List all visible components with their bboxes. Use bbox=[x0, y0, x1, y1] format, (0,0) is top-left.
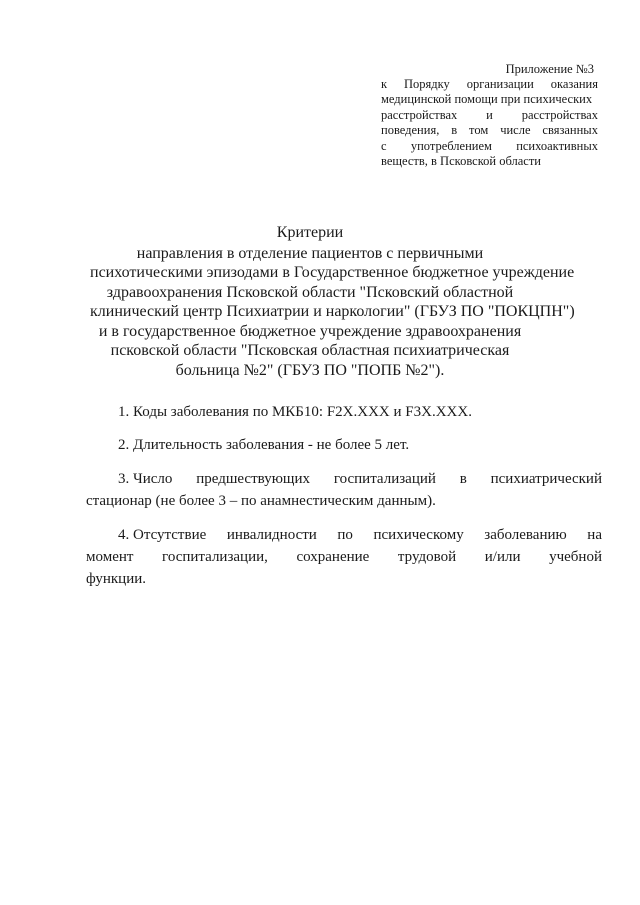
subtitle-line: направления в отделение пациентов с первичными bbox=[136, 244, 484, 262]
criterion-line: момент госпитализации, сохранение трудовой и/или учебной bbox=[86, 549, 602, 565]
document-heading bbox=[90, 223, 575, 380]
criterion-line: 3. Число предшествующих госпитализаций в психиатрический bbox=[118, 471, 602, 487]
subtitle-line: здравоохранения Псковской области "Псковский областной bbox=[106, 283, 514, 301]
appendix-reference-line: с употреблением психоактивных bbox=[381, 138, 598, 153]
appendix-title: Приложение №3 bbox=[505, 62, 594, 76]
appendix-reference-line: веществ, в Псковской области bbox=[381, 154, 541, 169]
subtitle-line: больница №2" (ГБУЗ ПО "ПОПБ №2"). bbox=[175, 361, 445, 379]
subtitle-line: и в государственное бюджетное учреждение здравоохранения bbox=[98, 322, 522, 340]
document-subtitle bbox=[90, 244, 575, 381]
criterion-2: 2. Длительность заболевания - не более 5 лет. bbox=[118, 437, 410, 453]
subtitle-line: психотическими эпизодами в Государственное бюджетное учреждение bbox=[90, 264, 575, 281]
criterion-line: стационар (не более 3 – по анамнестическим данным). bbox=[86, 493, 436, 509]
subtitle-line: клинический центр Психиатрии и наркологии" (ГБУЗ ПО "ПОКЦПН") bbox=[90, 303, 575, 320]
criterion-1: 1. Коды заболевания по МКБ10: F2X.XXX и F3X.XXX. bbox=[118, 404, 472, 420]
document-title: Критерии bbox=[276, 224, 344, 241]
appendix-reference-line: к Порядку организации оказания bbox=[381, 77, 598, 91]
subtitle-line: псковской области "Псковская областная психиатрическая bbox=[110, 342, 510, 359]
appendix-reference-line: расстройствах и расстройствах bbox=[381, 107, 598, 122]
criterion-3 bbox=[86, 468, 602, 512]
criterion-line: 4. Отсутствие инвалидности по психическому заболеванию на bbox=[118, 527, 602, 543]
appendix-reference bbox=[381, 77, 598, 169]
appendix-reference-line: поведения, в том числе связанных bbox=[381, 123, 598, 138]
criterion-line: функции. bbox=[86, 571, 146, 587]
criterion-4 bbox=[86, 524, 602, 590]
appendix-reference-line: медицинской помощи при психических bbox=[381, 92, 593, 107]
